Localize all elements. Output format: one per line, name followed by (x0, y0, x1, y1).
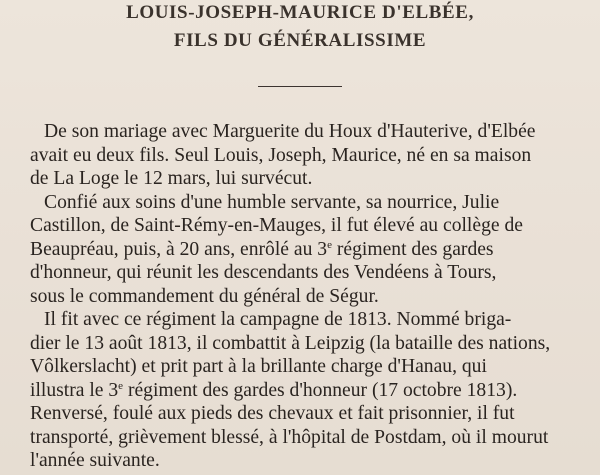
chapter-title-line-1: LOUIS-JOSEPH-MAURICE D'ELBÉE, (126, 2, 474, 23)
title-divider (258, 86, 342, 87)
text-line: transporté, grièvement blessé, à l'hôpital de Postdam, où il mourut (30, 426, 549, 448)
text-segment: régiment des gardes (331, 238, 494, 260)
text-line: l'année suivante. (30, 450, 160, 471)
body-text (30, 120, 600, 473)
text-line: dier le 13 août 1813, il combattit à Leipzig (la bataille des nations, (30, 332, 551, 354)
text-line: sous le commandement du général de Ségur. (30, 285, 379, 307)
text-line: Vôlkerslacht) et prit part à la brillante charge d'Hanau, qui (30, 356, 487, 377)
text-line: de La Loge le 12 mars, lui survécut. (30, 168, 313, 189)
ordinal-superscript: e (327, 238, 332, 251)
text-segment: Beaupréau, puis, à 20 ans, enrôlé au 3 (30, 238, 328, 260)
text-segment: régiment des gardes d'honneur (17 octobre 1813). (123, 379, 518, 401)
ordinal-superscript: e (118, 379, 124, 392)
text-line (30, 379, 600, 403)
text-line (30, 238, 600, 262)
text-line: De son mariage avec Marguerite du Houx d'Hauterive, d'Elbée (44, 121, 536, 142)
text-line: Renversé, foulé aux pieds des chevaux et fait prisonnier, il fut (30, 403, 515, 424)
text-line: Il fit avec ce régiment la campagne de 1813. Nommé briga- (44, 309, 512, 330)
text-segment: illustra le 3 (30, 379, 119, 401)
text-line: Confié aux soins d'une humble servante, sa nourrice, Julie (44, 191, 500, 213)
chapter-title-line-2: FILS DU GÉNÉRALISSIME (173, 30, 427, 51)
text-line: avait eu deux fils. Seul Louis, Joseph, Maurice, né en sa maison (30, 144, 532, 166)
text-line: d'honneur, qui réunit les descendants des Vendéens à Tours, (30, 262, 497, 283)
text-line: Castillon, de Saint-Rémy-en-Mauges, il fut élevé au collège de (30, 215, 523, 236)
